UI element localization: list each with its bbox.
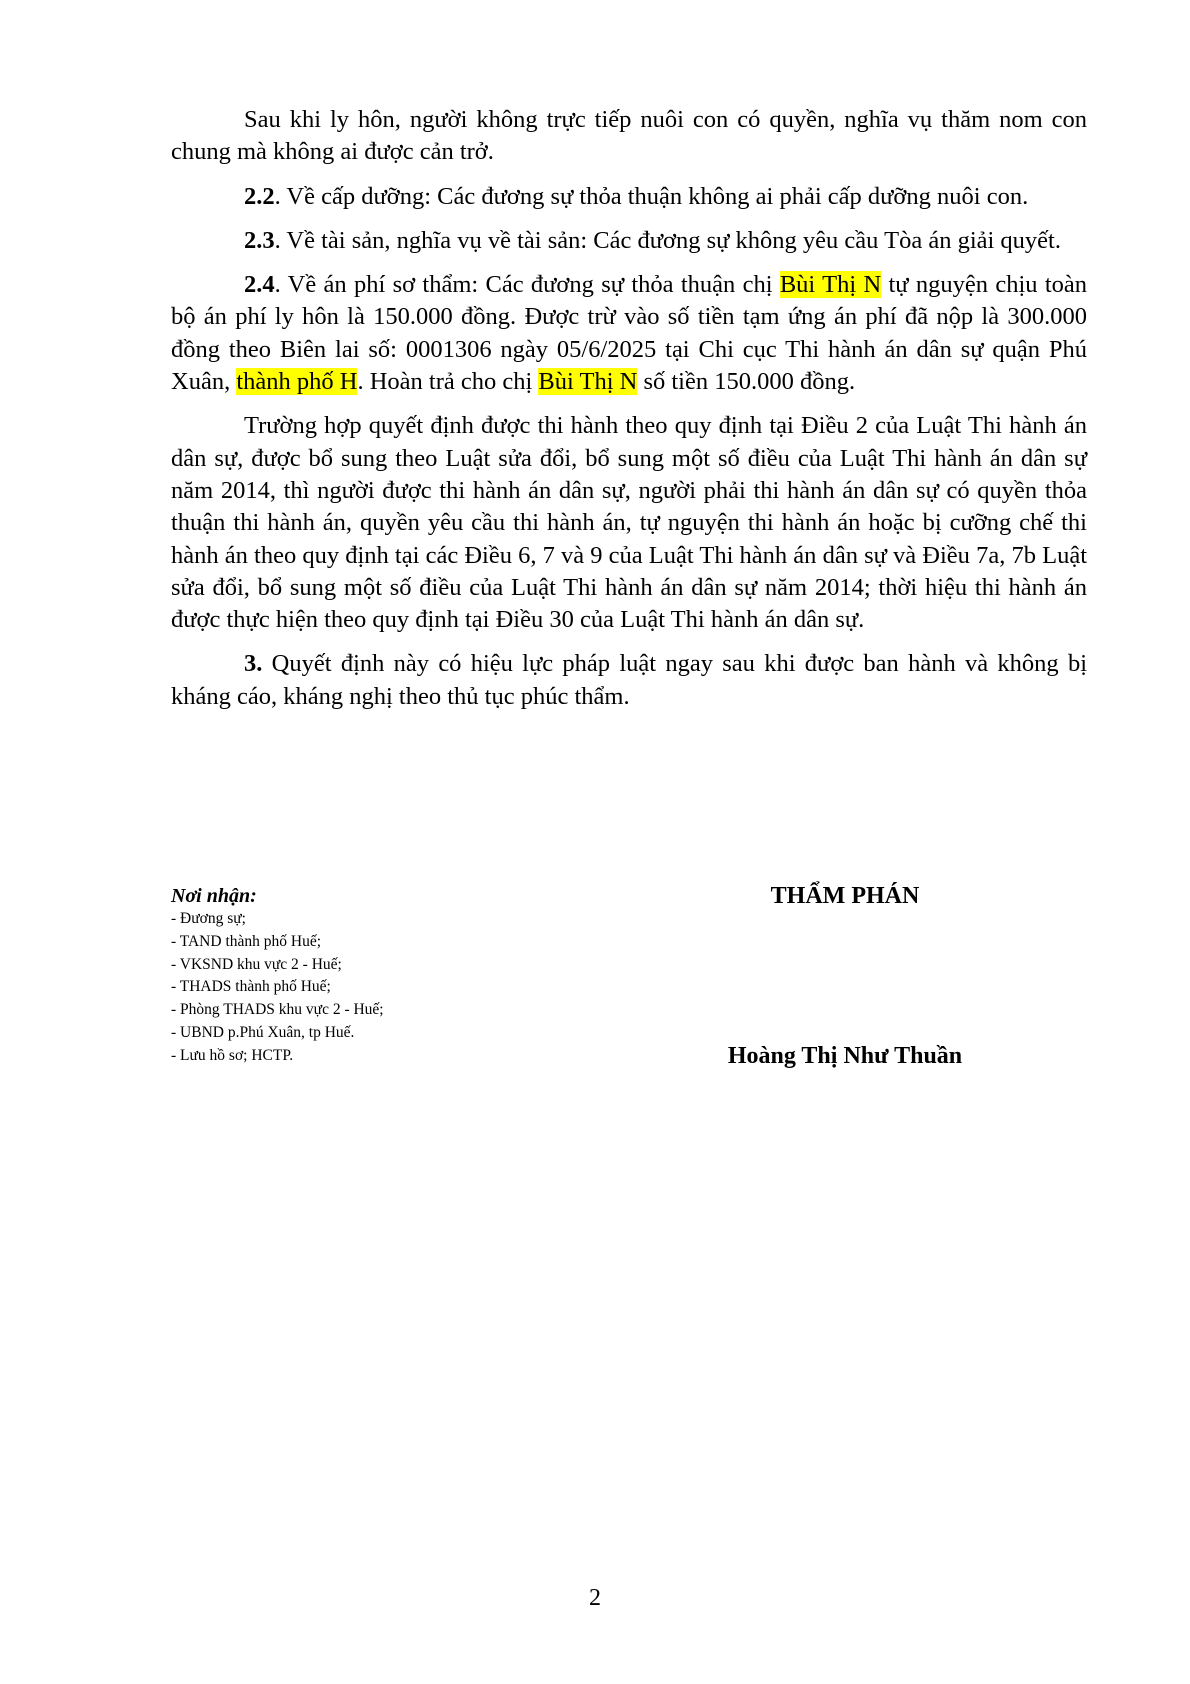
paragraph-enforcement xyxy=(171,410,1087,636)
list-item: - Lưu hồ sơ; HCTP. xyxy=(171,1046,294,1064)
list-item: - THADS thành phố Huế; xyxy=(171,978,331,996)
highlighted-name: Bùi Thị N xyxy=(538,368,638,396)
list-item: - TAND thành phố Huế; xyxy=(171,932,322,950)
paragraph-text: tự nguyện chịu toàn bộ án phí ly hôn là 150.000 đồng. Được trừ vào số tiền tạm ứng án phí đã nộp là 300.000 đồng theo Biên lai số: 0001306 ngày 05/6/2025 tại Chi cục Thi hành án dân sự quận Phú Xuân, xyxy=(171,271,1087,396)
paragraph-effect xyxy=(171,648,1087,713)
decision-body xyxy=(171,104,1087,725)
paragraph-text: Quyết định này có hiệu lực pháp luật ngay sau khi được ban hành và không bị kháng cáo, kháng nghị theo thủ tục phúc thẩm. xyxy=(171,650,1087,710)
judge-title: THẨM PHÁN xyxy=(770,883,920,909)
highlighted-city: thành phố H xyxy=(236,368,358,396)
recipients-list xyxy=(171,908,591,1068)
list-item: - UBND p.Phú Xuân, tp Huế. xyxy=(171,1023,355,1041)
judge-name: Hoàng Thị Như Thuần xyxy=(727,1043,963,1069)
list-item: - Phòng THADS khu vực 2 - Huế; xyxy=(171,1001,384,1019)
section-number: 2.2 xyxy=(244,182,275,210)
recipients-block xyxy=(171,884,591,1068)
paragraph-child-support xyxy=(171,181,1087,213)
paragraph-property xyxy=(171,225,1087,257)
recipients-title: Nơi nhận: xyxy=(171,885,257,907)
paragraph-text: . Về cấp dưỡng: Các đương sự thỏa thuận không ai phải cấp dưỡng nuôi con. xyxy=(274,182,1029,210)
section-number: 2.4 xyxy=(244,271,275,299)
section-number: 3. xyxy=(244,650,263,678)
paragraph-visitation xyxy=(171,104,1087,169)
paragraph-text: Trường hợp quyết định được thi hành theo quy định tại Điều 2 của Luật Thi hành án dân sự, được bổ sung theo Luật sửa đổi, bổ sung một số điều của Luật Thi hành án dân sự năm 2014, thì người được thi hành án dân sự, người phải thi hành án dân sự có quyền thỏa thuận thi hành án, quyền yêu cầu thi hành án, tự nguyện thi hành án hoặc bị cưỡng chế thi hành án theo quy định tại các Điều 6, 7 và 9 của Luật Thi hành án dân sự và Điều 7a, 7b Luật sửa đổi, bổ sung một số điều của Luật Thi hành án dân sự năm 2014; thời hiệu thi hành án được thực hiện theo quy định tại Điều 30 của Luật Thi hành án dân sự. xyxy=(171,412,1087,634)
paragraph-text: số tiền 150.000 đồng. xyxy=(637,368,856,396)
highlighted-name: Bùi Thị N xyxy=(779,271,882,299)
section-number: 2.3 xyxy=(244,226,275,254)
list-item: - VKSND khu vực 2 - Huế; xyxy=(171,955,342,973)
page-number: 2 xyxy=(589,1585,601,1611)
paragraph-text: . Về án phí sơ thẩm: Các đương sự thỏa thuận chị xyxy=(274,271,780,299)
paragraph-text: . Hoàn trả cho chị xyxy=(357,368,539,396)
paragraph-court-fee xyxy=(171,269,1087,398)
list-item: - Đương sự; xyxy=(171,910,246,927)
paragraph-text: Sau khi ly hôn, người không trực tiếp nuôi con có quyền, nghĩa vụ thăm nom con chung mà không ai được cản trở. xyxy=(171,106,1087,166)
paragraph-text: . Về tài sản, nghĩa vụ về tài sản: Các đương sự không yêu cầu Tòa án giải quyết. xyxy=(274,226,1061,254)
